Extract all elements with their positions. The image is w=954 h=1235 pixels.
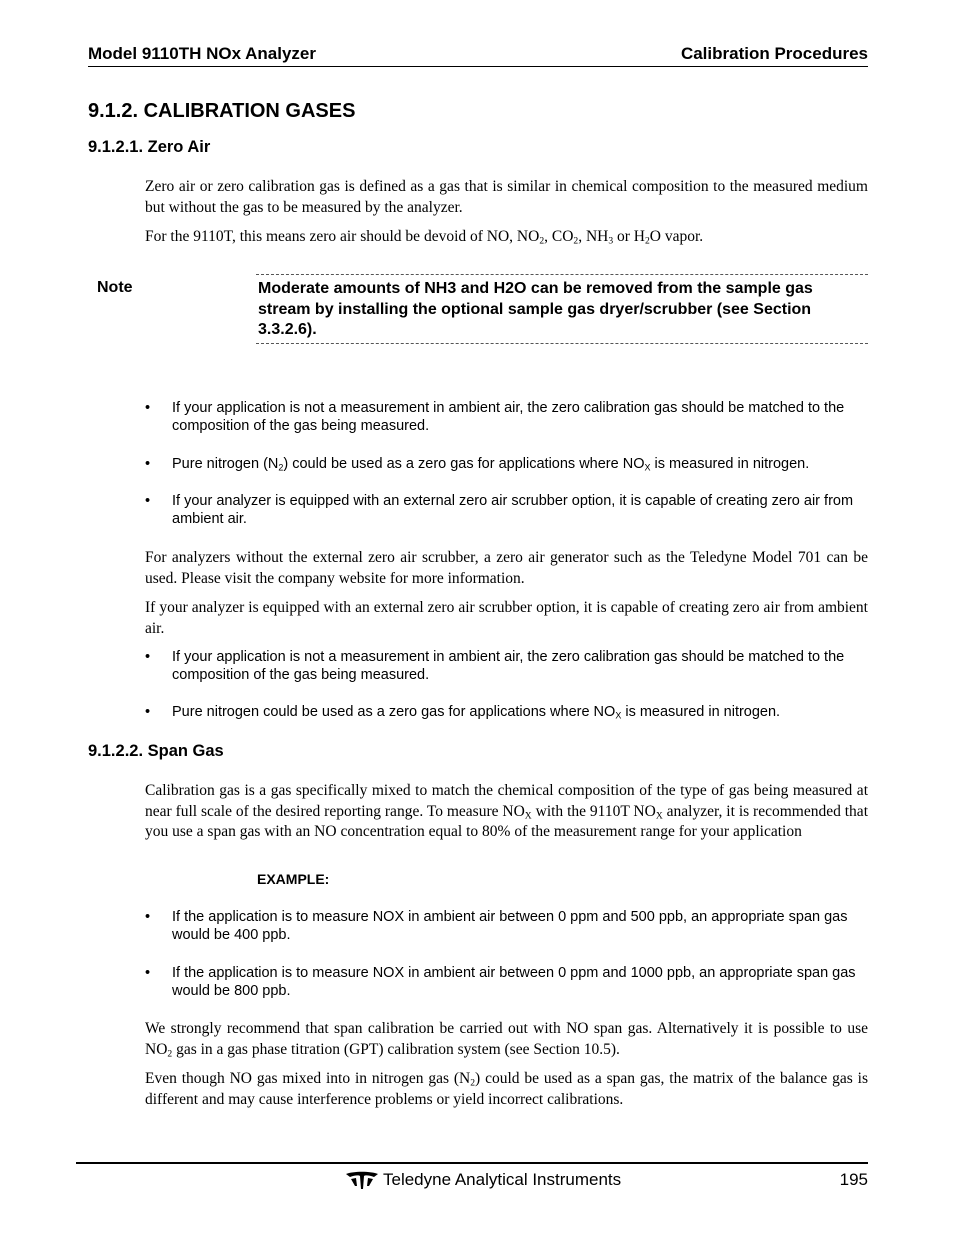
bullet-marker: • [145, 649, 151, 665]
example-label: EXAMPLE: [257, 871, 330, 887]
footer-rule [76, 1162, 868, 1164]
note-text: Moderate amounts of NH3 and H2O can be removed from the sample gas stream by installing the optional sample gas dryer/scrubber (see Section 3.3.2.6). [258, 280, 813, 338]
zero-air-paragraph-2: For the 9110T, this means zero air should be devoid of NO, $NO_2$, $CO_2$, $NH_3$ or $H_2O$ vapor. [145, 228, 704, 247]
zero-air-heading: 9.1.2.1. Zero Air [88, 138, 211, 156]
bullet-marker: • [145, 493, 151, 509]
span-gas-paragraph-2: We strongly recommend that span calibration be carried out with NO span gas. Alternatively it is possible to use $NO_2$ gas in a gas phase titration (GPT) calibration system (see Section 10.5). [145, 1020, 868, 1060]
footer-company: Teledyne Analytical Instruments [383, 1170, 622, 1189]
zero-air-paragraph-4: If your analyzer is equipped with an external zero air scrubber option, it is capable of creating zero air from ambient air. [145, 599, 868, 637]
bullet-marker: • [145, 909, 151, 925]
bullet-marker: • [145, 456, 151, 472]
page-number: 195 [839, 1170, 868, 1189]
section-heading: 9.1.2. CALIBRATION GASES [88, 100, 356, 122]
header-title: Model 9110TH NOx Analyzer [88, 44, 317, 63]
span-gas-paragraph-3: Even though NO gas mixed into in nitrogen gas $(N_2)$ could be used as a span gas, the matrix of the balance gas is different and may cause interference problems or yield incorrect calibrations. [145, 1070, 868, 1108]
zero-air-paragraph-1: Zero air or zero calibration gas is defined as a gas that is similar in chemical composition to the measured medium but without the gas to be measured by the analyzer. [145, 178, 868, 216]
header-chapter: Calibration Procedures [680, 44, 868, 63]
bullet-marker: • [145, 965, 151, 981]
zero-air-paragraph-3: For analyzers without the external zero air scrubber, a zero air generator such as the Teledyne Model 701 can be used. Please visit the company website for more information. [145, 549, 868, 587]
header-rule [88, 66, 868, 67]
teledyne-logo-icon [345, 1170, 379, 1190]
span-gas-paragraph-1: Calibration gas is a gas specifically mixed to match the chemical composition of the type of gas being measured at near full scale of the desired reporting range. To measure $NO_X$ with the 9110T $NO_X$ analyzer, it is recommended that you use a span gas with an NO concentration equal to 80% of the measurement range for your application [145, 782, 868, 840]
span-gas-heading: 9.1.2.2. Span Gas [88, 742, 224, 760]
note-label: Note [97, 279, 133, 296]
bullet-marker: • [145, 400, 151, 416]
bullet-marker: • [145, 704, 151, 720]
